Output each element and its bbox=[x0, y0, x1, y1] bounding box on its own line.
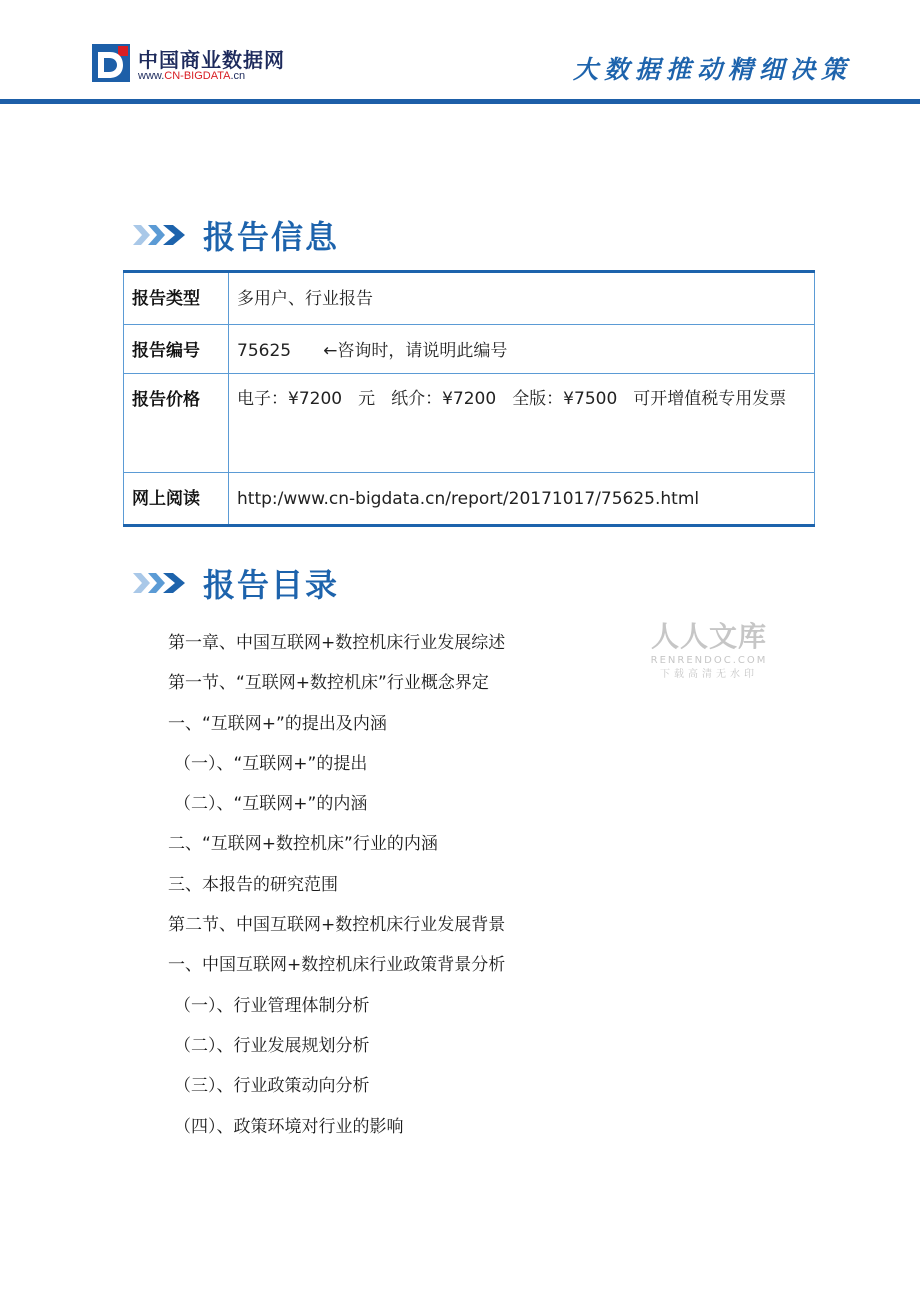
report-type-value: 多用户、行业报告 bbox=[229, 272, 815, 325]
watermark-subtitle: 下载高清无水印 bbox=[660, 669, 758, 680]
report-id-note: ←咨询时，请说明此编号 bbox=[323, 341, 508, 361]
section-title: 报告信息 bbox=[203, 218, 340, 256]
report-price-label: 报告价格 bbox=[124, 374, 229, 473]
logo-url-brand: CN-BIGDATA bbox=[164, 70, 231, 82]
report-type-label: 报告类型 bbox=[124, 272, 229, 325]
toc-item: 第二节、中国互联网+数控机床行业发展背景 bbox=[168, 915, 506, 936]
price-paper: 纸介：¥7200 bbox=[391, 389, 497, 409]
chevrons-right-icon bbox=[133, 571, 187, 595]
section-heading-report-info bbox=[133, 213, 339, 257]
page-header bbox=[0, 0, 920, 104]
table-row bbox=[124, 325, 815, 374]
online-read-label: 网上阅读 bbox=[124, 473, 229, 526]
section-title: 报告目录 bbox=[203, 566, 340, 604]
toc-item: 一、“互联网+”的提出及内涵 bbox=[168, 713, 387, 734]
toc-item: （四）、政策环境对行业的影响 bbox=[174, 1116, 404, 1137]
price-invoice-note: 可开增值税专用发票 bbox=[633, 389, 787, 409]
toc-item: 三、本报告的研究范围 bbox=[168, 874, 338, 895]
toc-item: 二、“互联网+数控机床”行业的内涵 bbox=[168, 834, 438, 855]
logo-url-prefix: www. bbox=[138, 70, 165, 82]
logo-title: 中国商业数据网 bbox=[138, 48, 285, 72]
report-info-table bbox=[123, 270, 815, 527]
toc-item: （二）、“互联网+”的内涵 bbox=[174, 794, 368, 815]
watermark-title: 人人文库 bbox=[650, 620, 767, 653]
toc-item: （三）、行业政策动向分析 bbox=[174, 1076, 370, 1097]
report-id-cell bbox=[229, 325, 815, 374]
toc-item: 第一节、“互联网+数控机床”行业概念界定 bbox=[168, 673, 489, 694]
toc-item: （二）、行业发展规划分析 bbox=[174, 1035, 370, 1056]
watermark-domain: RENRENDOC.COM bbox=[650, 655, 768, 666]
watermark bbox=[646, 620, 772, 682]
toc-item: （一）、行业管理体制分析 bbox=[174, 995, 370, 1016]
toc-list bbox=[168, 630, 505, 1154]
section-heading-toc bbox=[133, 561, 339, 605]
toc-item: 一、中国互联网+数控机床行业政策背景分析 bbox=[168, 955, 506, 976]
price-unit: 元 bbox=[358, 389, 376, 409]
header-slogan: 大数据推动精细决策 bbox=[572, 55, 852, 84]
price-full: 全版：¥7500 bbox=[512, 389, 618, 409]
table-row bbox=[124, 272, 815, 325]
cn-bigdata-logo-icon bbox=[92, 44, 130, 82]
table-row bbox=[124, 473, 815, 526]
report-id-label: 报告编号 bbox=[124, 325, 229, 374]
table-row bbox=[124, 374, 815, 473]
report-price-cell bbox=[229, 374, 815, 473]
chevrons-right-icon bbox=[133, 223, 187, 247]
report-id-value: 75625 bbox=[237, 341, 292, 361]
toc-item: （一）、“互联网+”的提出 bbox=[174, 753, 368, 774]
price-electronic: 电子：¥7200 bbox=[237, 389, 343, 409]
logo-url-suffix: .cn bbox=[230, 70, 246, 82]
header-divider bbox=[0, 99, 920, 104]
logo-url bbox=[138, 70, 245, 82]
toc-item: 第一章、中国互联网+数控机床行业发展综述 bbox=[168, 633, 506, 653]
online-read-url[interactable]: http:/www.cn-bigdata.cn/report/20171017/75625.html bbox=[229, 473, 815, 526]
